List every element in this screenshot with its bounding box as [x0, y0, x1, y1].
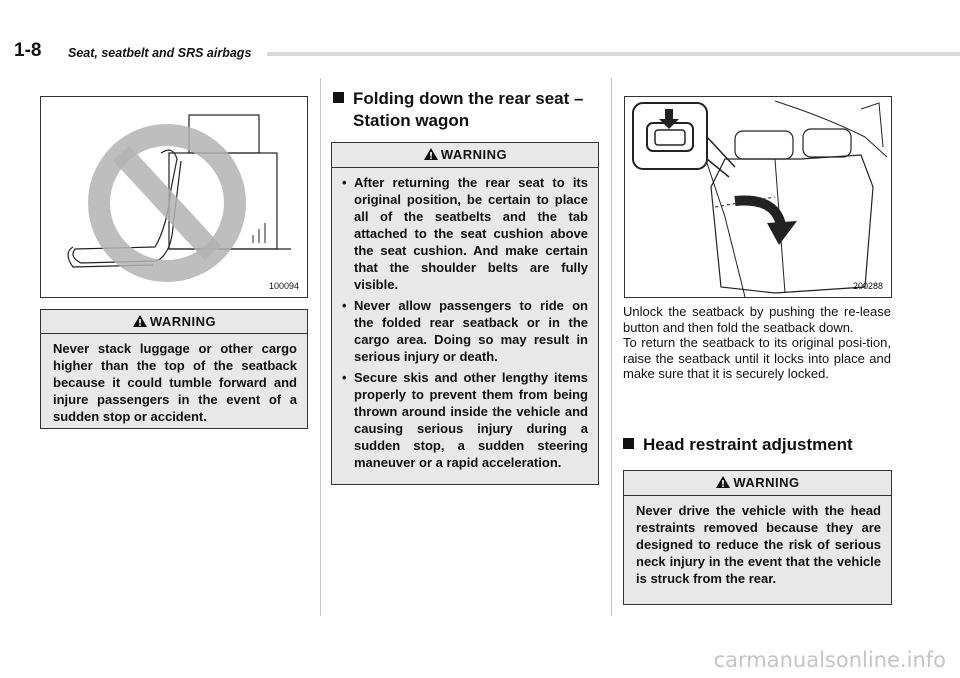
warning-header	[332, 143, 598, 168]
column-divider-right	[611, 78, 612, 616]
column-divider-left	[320, 78, 321, 616]
section-heading-head-restraint-text: Head restraint adjustment	[643, 435, 853, 454]
warning-label: WARNING	[149, 314, 217, 329]
warning-triangle-icon	[423, 147, 439, 161]
rear-seat-release-button-icon	[625, 97, 891, 297]
warning-item: • Never allow passengers to ride on the folded rear seatback or in the cargo area. Doing so may result in serious injury or death.	[340, 297, 588, 365]
no-stacking-prohibition-icon	[41, 97, 307, 297]
watermark: carmanualsonline.info	[713, 648, 946, 672]
warning-list	[332, 168, 598, 484]
warning-paragraph: Never stack luggage or other cargo higher than the top of the seatback because it could tumble forward and injure passengers in the event of a sudden stop or accident.	[53, 341, 297, 424]
warning-triangle-icon	[132, 314, 148, 328]
warning-box-rear-seat	[331, 142, 599, 485]
page-header	[12, 40, 960, 62]
instructions-text	[623, 304, 891, 382]
warning-text	[41, 334, 307, 428]
warning-label: WARNING	[733, 475, 800, 490]
figure-id: 200288	[852, 281, 883, 291]
section-title-header: Seat, seatbelt and SRS airbags	[68, 46, 252, 60]
section-heading-fold	[333, 88, 603, 132]
square-bullet-icon	[333, 92, 344, 103]
section-heading-head-restraint	[623, 434, 891, 456]
warning-label: WARNING	[440, 147, 508, 162]
header-rule	[267, 52, 960, 56]
warning-box-head-restraint	[623, 470, 892, 605]
warning-item: • Secure skis and other lengthy items properly to prevent them from being thrown around inside the vehicle and causing serious injury during a sudden stop, a sudden steering maneuver or a rapid acceleration.	[340, 369, 588, 471]
page-number: 1-8	[14, 40, 42, 61]
instruction-return: To return the seatback to its original posi-tion, raise the seatback until it locks into place and make sure that it is securely locked.	[623, 335, 891, 381]
section-heading-fold-line2: Station wagon	[353, 111, 470, 130]
section-heading-fold-line1: Folding down the rear seat –	[353, 89, 584, 108]
warning-triangle-icon	[715, 475, 731, 489]
square-bullet-icon	[623, 438, 634, 449]
warning-paragraph: Never drive the vehicle with the head restraints removed because they are designed to reduce the risk of serious neck injury in the event that the vehicle is struck from the rear.	[636, 503, 881, 586]
figure-id: 100094	[268, 281, 299, 291]
warning-header	[624, 471, 891, 496]
warning-header	[41, 310, 307, 334]
warning-item: • After returning the rear seat to its original position, be certain to place all of the seatbelts and the tab attached to the seat cushion above the seat cushion. And make certain that the shoulder belts are fully visible.	[340, 174, 588, 293]
instruction-unlock: Unlock the seatback by pushing the re-lease button and then fold the seatback down.	[623, 304, 891, 335]
warning-box-luggage	[40, 309, 308, 429]
warning-text	[624, 496, 891, 604]
figure-rear-seat	[624, 96, 892, 298]
figure-no-stacking	[40, 96, 308, 298]
